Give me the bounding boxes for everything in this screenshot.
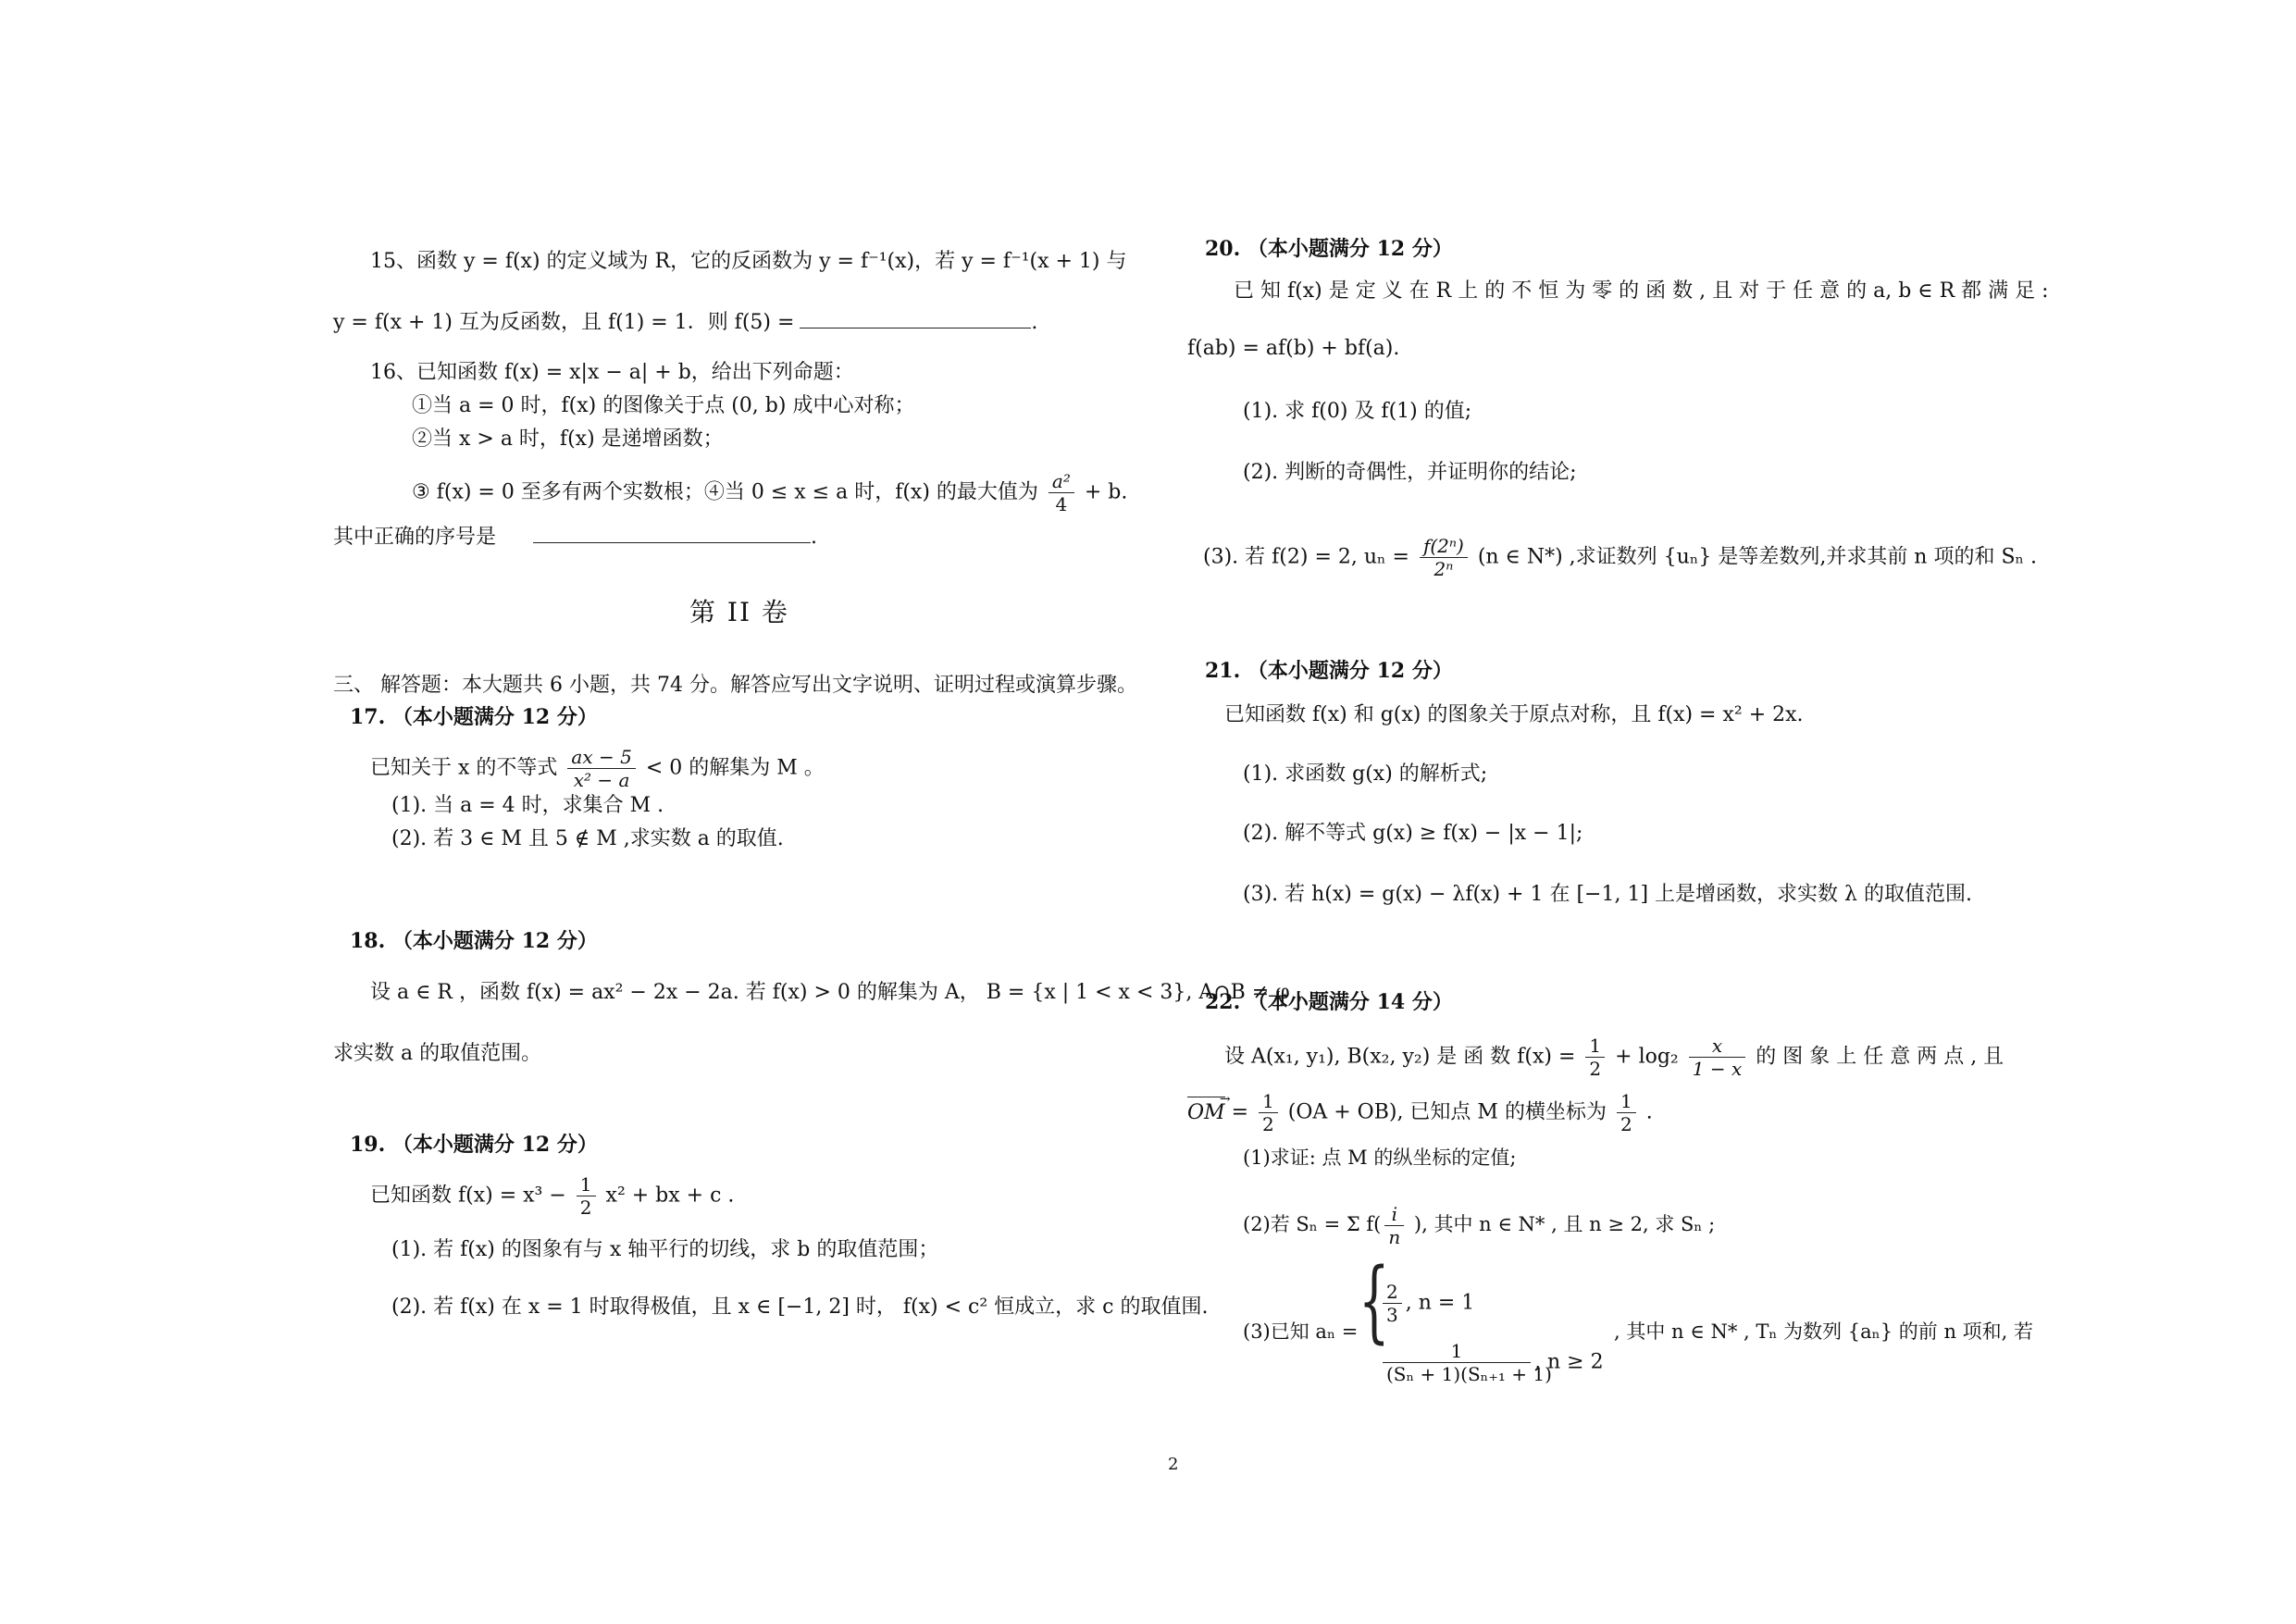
- q19-frac-den: 2: [579, 1196, 592, 1219]
- q22-frac-m: [1617, 1090, 1636, 1135]
- q22-frac-half-num: 1: [1585, 1035, 1605, 1058]
- q16-answer-label: 其中正确的序号是: [333, 526, 497, 549]
- q22-vector-om: OM →: [1187, 1099, 1225, 1127]
- q20-part3-post: (n ∈ N*) ,求证数列 {uₙ} 是等差数列,并求其前 n 项的和 Sₙ .: [1477, 545, 2038, 569]
- q22-frac-m-den: 2: [1620, 1113, 1632, 1135]
- q22-part2: [1243, 1203, 1715, 1248]
- q22-frac-sum-den: n: [1388, 1226, 1401, 1248]
- q19-title: 19. （本小题满分 12 分）: [350, 1133, 598, 1157]
- q22-stem2: [1187, 1090, 1653, 1135]
- piecewise-brace: {: [1359, 1249, 1390, 1353]
- q22-part2-post: ), 其中 n ∈ N* , 且 n ≥ 2, 求 Sₙ ;: [1413, 1213, 1716, 1235]
- q19-fraction: [577, 1173, 596, 1219]
- q22-case2-frac: [1383, 1340, 1552, 1385]
- q22-case2-num: 1: [1383, 1340, 1531, 1363]
- q18-stem: 设 a ∈ R ，函数 f(x) = ax² − 2x − 2a. 若 f(x) > 0 的解集为 A， B = {x | 1 < x < 3}, A∩B ≠ φ ，: [370, 981, 1317, 1004]
- q22-frac-log-den: 1 − x: [1692, 1058, 1743, 1080]
- q22-stem1-pre: 设 A(x₁, y₁), B(x₂, y₂) 是 函 数 f(x) =: [1224, 1045, 1576, 1069]
- q22-title: 22. （本小题满分 14 分）: [1205, 990, 1453, 1014]
- q22-case1-den: 3: [1386, 1304, 1398, 1326]
- q19-stem-pre: 已知函数 f(x) = x³ −: [370, 1184, 566, 1208]
- q19-part1: (1). 若 f(x) 的图象有与 x 轴平行的切线，求 b 的取值范围；: [391, 1238, 939, 1261]
- q21-part2: (2). 解不等式 g(x) ≥ f(x) − |x − 1|;: [1243, 822, 1583, 845]
- q20-frac-den: 2ⁿ: [1433, 558, 1454, 580]
- q20-frac-num: f(2ⁿ): [1420, 535, 1468, 558]
- q16-frac-num: a²: [1049, 470, 1074, 493]
- q22-part1: (1)求证: 点 M 的纵坐标的定值;: [1243, 1147, 1517, 1169]
- q22-case2: [1379, 1340, 1604, 1385]
- q22-case1-cond: , n = 1: [1405, 1291, 1475, 1315]
- q22-frac-sum: [1384, 1203, 1404, 1248]
- q20-stem1: 已 知 f(x) 是 定 义 在 R 上 的 不 恒 为 零 的 函 数 , 且 对 于 任 意 的 a, b ∈ R 都 满 足 :: [1234, 279, 2049, 303]
- q22-case1: [1379, 1281, 1474, 1326]
- q20-fraction: [1420, 535, 1468, 580]
- q22-frac-vec: [1259, 1090, 1278, 1135]
- q17-part2: (2). 若 3 ∈ M 且 5 ∉ M ,求实数 a 的取值.: [391, 827, 784, 850]
- q22-frac-half: [1585, 1035, 1605, 1080]
- q16-answer-blank[interactable]: [533, 541, 811, 543]
- q16-option1: ①当 a = 0 时，f(x) 的图像关于点 (0, b) 成中心对称；: [412, 394, 915, 417]
- part3-intro: 三、 解答题：本大题共 6 小题，共 74 分。解答应写出文字说明、证明过程或演算步骤。: [333, 674, 1137, 697]
- q16-line1: 16、已知函数 f(x) = x|x − a| + b，给出下列命题：: [370, 361, 854, 384]
- q22-case1-frac: [1383, 1281, 1402, 1326]
- q20-stem2: f(ab) = af(b) + bf(a).: [1187, 337, 1400, 360]
- q21-title: 21. （本小题满分 12 分）: [1205, 659, 1453, 683]
- q18-stem2: 求实数 a 的取值范围。: [333, 1042, 542, 1065]
- q19-stem: [370, 1173, 734, 1219]
- q21-part1: (1). 求函数 g(x) 的解析式;: [1243, 762, 1488, 786]
- part2-title: 第 II 卷: [689, 597, 789, 627]
- q19-frac-num: 1: [577, 1173, 596, 1196]
- q22-part3-tail: , 其中 n ∈ N* , Tₙ 为数列 {aₙ} 的前 n 项和, 若: [1614, 1320, 2034, 1343]
- q22-case1-num: 2: [1383, 1281, 1402, 1304]
- q19-stem-post: x² + bx + c .: [605, 1184, 735, 1208]
- q15-line2-text: y = f(x + 1) 互为反函数，且 f(1) = 1．则 f(5) =: [333, 311, 795, 334]
- q20-part2: (2). 判断的奇偶性，并证明你的结论;: [1243, 461, 1577, 484]
- q17-part1: (1). 当 a = 4 时，求集合 M .: [391, 794, 664, 817]
- q15-line2: y = f(x + 1) 互为反函数，且 f(1) = 1．则 f(5) = .: [333, 311, 1038, 334]
- q21-part3: (3). 若 h(x) = g(x) − λf(x) + 1 在 [−1, 1] 上是增函数，求实数 λ 的取值范围.: [1243, 883, 1972, 906]
- q16-option3: [412, 470, 1127, 515]
- q22-stem2-eq: =: [1231, 1100, 1248, 1124]
- q17-stem-post: < 0 的解集为 M 。: [645, 756, 825, 780]
- q15-answer-blank[interactable]: [800, 327, 1031, 329]
- q22-case2-cond: , n ≥ 2: [1534, 1350, 1604, 1374]
- q22-frac-vec-den: 2: [1262, 1113, 1274, 1135]
- q16-option3-text: ③ f(x) = 0 至多有两个实数根；④当 0 ≤ x ≤ a 时，f(x) 的最大值为: [412, 480, 1038, 504]
- q17-frac-den: x² − a: [573, 769, 630, 791]
- q22-stem2-end: .: [1645, 1100, 1653, 1124]
- q17-stem-pre: 已知关于 x 的不等式: [370, 756, 558, 780]
- q22-frac-m-num: 1: [1617, 1090, 1636, 1113]
- q20-title: 20. （本小题满分 12 分）: [1205, 237, 1453, 261]
- page-number: 2: [1168, 1455, 1179, 1474]
- q20-part3-pre: (3). 若 f(2) = 2, uₙ =: [1203, 545, 1409, 569]
- q21-stem: 已知函数 f(x) 和 g(x) 的图象关于原点对称，且 f(x) = x² + 2x.: [1224, 703, 1804, 726]
- q22-frac-sum-num: i: [1384, 1203, 1404, 1226]
- q22-stem1: [1224, 1035, 2004, 1080]
- q17-stem: [370, 746, 825, 791]
- q16-fraction: [1049, 470, 1074, 515]
- q22-frac-log: [1689, 1035, 1745, 1080]
- q20-part1: (1). 求 f(0) 及 f(1) 的值;: [1243, 400, 1472, 423]
- q22-frac-log-num: x: [1689, 1035, 1745, 1058]
- q19-part2: (2). 若 f(x) 在 x = 1 时取得极值，且 x ∈ [−1, 2] 时， f(x) < c² 恒成立，求 c 的取值围.: [391, 1295, 1209, 1319]
- q17-title: 17. （本小题满分 12 分）: [350, 705, 598, 729]
- q22-stem1-mid: + log₂: [1615, 1045, 1679, 1069]
- q22-stem2-mid: (OA + OB), 已知点 M 的横坐标为: [1287, 1100, 1607, 1124]
- q22-case2-den: (Sₙ + 1)(Sₙ₊₁ + 1): [1386, 1363, 1552, 1385]
- q20-part3: [1203, 535, 2037, 580]
- q16-option3-post: + b.: [1084, 480, 1128, 504]
- q17-frac-num: ax − 5: [567, 746, 635, 769]
- q22-part3-lead: (3)已知 aₙ =: [1243, 1320, 1359, 1343]
- q22-part2-pre: (2)若 Sₙ = Σ: [1243, 1213, 1360, 1235]
- q22-part2-f: f(: [1366, 1213, 1382, 1235]
- q22-frac-half-den: 2: [1589, 1058, 1602, 1080]
- q18-title: 18. （本小题满分 12 分）: [350, 929, 598, 953]
- q16-option2: ②当 x > a 时，f(x) 是递增函数；: [412, 428, 724, 451]
- q22-stem1-post: 的 图 象 上 任 意 两 点 , 且: [1756, 1045, 2004, 1069]
- q22-frac-vec-num: 1: [1259, 1090, 1278, 1113]
- q15-line1: 15、函数 y = f(x) 的定义域为 R，它的反函数为 y = f⁻¹(x)，若 y = f⁻¹(x + 1) 与: [370, 250, 1127, 273]
- q16-answer-line: 其中正确的序号是 .: [333, 526, 818, 549]
- q16-frac-den: 4: [1055, 493, 1068, 515]
- q17-fraction: [567, 746, 635, 791]
